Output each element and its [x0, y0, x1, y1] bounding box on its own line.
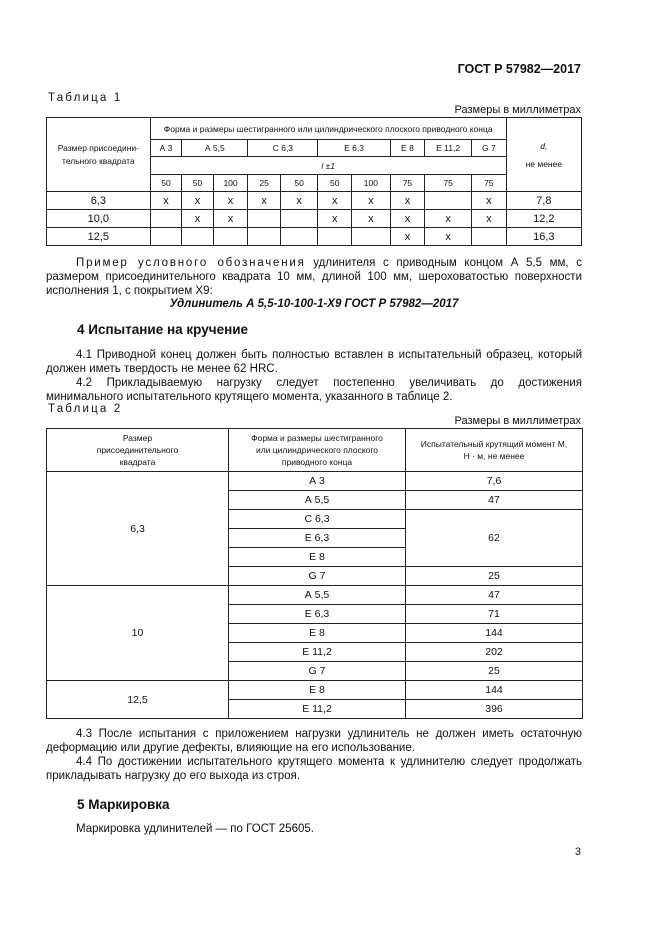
table1-cell-mark: [280, 228, 318, 246]
table1-header-l: l ±1: [150, 157, 506, 175]
example-paragraph: [46, 256, 582, 298]
table-row: [47, 586, 583, 605]
table2-units-note: Размеры в миллиметрах: [454, 415, 581, 427]
table2-torque: 25: [406, 662, 583, 681]
table2-form: Е 6,3: [229, 605, 406, 624]
table1-length: 50: [318, 175, 352, 192]
table2-torque: 202: [406, 643, 583, 662]
table1-length: 50: [150, 175, 182, 192]
table1-cell-mark: x: [472, 210, 507, 228]
table1-cell-mark: [150, 210, 182, 228]
table1-cell-mark: x: [390, 210, 425, 228]
table-row: [47, 681, 583, 700]
table1-cell-mark: [182, 228, 214, 246]
table1-form-a3: А 3: [150, 140, 182, 157]
table1-label: Таблица 1: [48, 92, 123, 104]
table2-form: А 5,5: [229, 491, 406, 510]
table1-header-size: Размер присоедини-тельного квадрата: [47, 118, 151, 192]
table1-length: 50: [280, 175, 318, 192]
table2-form: Е 6,3: [229, 529, 406, 548]
table1-cell-mark: [248, 210, 281, 228]
table1-length: 75: [425, 175, 472, 192]
table1-cell-d: 7,8: [506, 192, 581, 210]
table1-header-form-group: Форма и размеры шестигранного или цилиндрического плоского приводного конца: [150, 118, 506, 140]
table1-length: 75: [472, 175, 507, 192]
table1-cell-size: 10,0: [47, 210, 151, 228]
table1-cell-mark: x: [248, 192, 281, 210]
table1-form-c63: С 6,3: [248, 140, 318, 157]
table2-form: G 7: [229, 567, 406, 586]
table2-torque: 144: [406, 624, 583, 643]
table2-torque: 71: [406, 605, 583, 624]
table1: [46, 117, 582, 246]
table2-form: С 6,3: [229, 510, 406, 529]
table-row: [47, 472, 583, 491]
table1-cell-mark: [352, 228, 391, 246]
section4-paragraph-4: 4.4 По достижении испытательного крутящего момента к удлинителю следует продолжать прикладывать нагрузку до его выхода из строя.: [46, 756, 582, 782]
table2-form: Е 11,2: [229, 643, 406, 662]
table1-cell-mark: x: [182, 210, 214, 228]
table1-cell-mark: x: [352, 210, 391, 228]
table1-cell-mark: x: [280, 192, 318, 210]
table2-size-10: 10: [47, 586, 229, 681]
table1-cell-mark: x: [213, 192, 248, 210]
table1-cell-mark: x: [213, 210, 248, 228]
table1-cell-mark: x: [150, 192, 182, 210]
table2-form: G 7: [229, 662, 406, 681]
example-designation: Удлинитель А 5,5-10-100-1-X9 ГОСТ Р 57982—2017: [169, 298, 459, 310]
table1-cell-size: 6,3: [47, 192, 151, 210]
table1-cell-mark: x: [318, 192, 352, 210]
table1-cell-mark: x: [390, 228, 425, 246]
section5-title: 5 Маркировка: [77, 797, 170, 812]
table2-form: Е 8: [229, 681, 406, 700]
table1-row: [47, 210, 582, 228]
table1-cell-d: 12,2: [506, 210, 581, 228]
table1-row: [47, 228, 582, 246]
table1-cell-mark: [472, 228, 507, 246]
table2-header-form: Форма и размеры шестигранного или цилиндрического плоского приводного конца: [229, 429, 406, 472]
table1-length: 50: [182, 175, 214, 192]
table1-cell-mark: x: [352, 192, 391, 210]
table1-header-d-symbol: d,: [540, 140, 548, 151]
table2-form: Е 8: [229, 548, 406, 567]
table2-torque: 47: [406, 586, 583, 605]
table1-cell-mark: [425, 192, 472, 210]
table1-cell-mark: [248, 228, 281, 246]
table1-cell-mark: [150, 228, 182, 246]
table2-label: Таблица 2: [48, 403, 123, 415]
table2-form: А 5,5: [229, 586, 406, 605]
document-number-header: ГОСТ Р 57982—2017: [457, 62, 581, 76]
table2-torque: 7,6: [406, 472, 583, 491]
section5-text: Маркировка удлинителей — по ГОСТ 25605.: [76, 823, 314, 835]
table2-form: А 3: [229, 472, 406, 491]
table1-length: 75: [390, 175, 425, 192]
section4-paragraph-3: 4.3 После испытания с приложением нагрузки удлинитель не должен иметь остаточную деформацию или другие дефекты, влияющие на его использование.: [46, 728, 582, 754]
section4-title: 4 Испытание на кручение: [77, 322, 249, 337]
table2-header-torque: Испытательный крутящий момент М, Н · м, не менее: [406, 429, 583, 472]
table1-cell-mark: x: [425, 210, 472, 228]
table1-cell-mark: [280, 210, 318, 228]
table2-size-12-5: 12,5: [47, 681, 229, 719]
table2-torque: 62: [406, 510, 583, 567]
table2-form: Е 11,2: [229, 700, 406, 719]
table1-form-e63: Е 6,3: [318, 140, 390, 157]
table1-cell-mark: x: [472, 192, 507, 210]
example-prefix: Пример условного обозначения: [76, 257, 306, 269]
table1-form-e8: Е 8: [390, 140, 425, 157]
table1-length: 100: [213, 175, 248, 192]
table2-torque: 144: [406, 681, 583, 700]
table2-torque: 47: [406, 491, 583, 510]
table1-cell-mark: x: [390, 192, 425, 210]
table1-cell-mark: [318, 228, 352, 246]
table2-torque: 25: [406, 567, 583, 586]
table1-cell-mark: x: [318, 210, 352, 228]
section4-paragraph-1: 4.1 Приводной конец должен быть полностью вставлен в испытательный образец, который должен иметь твердость не менее 62 HRC.: [46, 349, 582, 375]
example-text: удлинителя с приводным концом А 5,5 мм, с размером присоединительного квадрата 10 мм, длиной 100 мм, шероховатостью поверхности исполнения 1, с покрытием X9:: [46, 257, 583, 297]
table1-cell-mark: x: [425, 228, 472, 246]
section4-paragraph-2: 4.2 Прикладываемую нагрузку следует постепенно увеличивать до достижения минимального испытательного крутящего момента, указанного в таблице 2.: [46, 377, 582, 403]
table1-length: 25: [248, 175, 281, 192]
table1-cell-mark: x: [182, 192, 214, 210]
table1-cell-d: 16,3: [506, 228, 581, 246]
table1-header-d: [506, 118, 581, 192]
table2-size-6-3: 6,3: [47, 472, 229, 586]
table1-row: [47, 192, 582, 210]
table1-form-g7: G 7: [472, 140, 507, 157]
table1-units-note: Размеры в миллиметрах: [454, 104, 581, 116]
table1-header-d-sub: не менее: [525, 158, 563, 169]
table2-form: Е 8: [229, 624, 406, 643]
table1-form-e112: Е 11,2: [425, 140, 472, 157]
table1-cell-mark: [213, 228, 248, 246]
table1-form-a55: А 5,5: [182, 140, 248, 157]
table1-cell-size: 12,5: [47, 228, 151, 246]
table2-torque: 396: [406, 700, 583, 719]
table1-length: 100: [352, 175, 391, 192]
table2: [46, 428, 583, 719]
page-number: 3: [574, 846, 581, 858]
table2-header-size: Размер присоединительного квадрата: [47, 429, 229, 472]
